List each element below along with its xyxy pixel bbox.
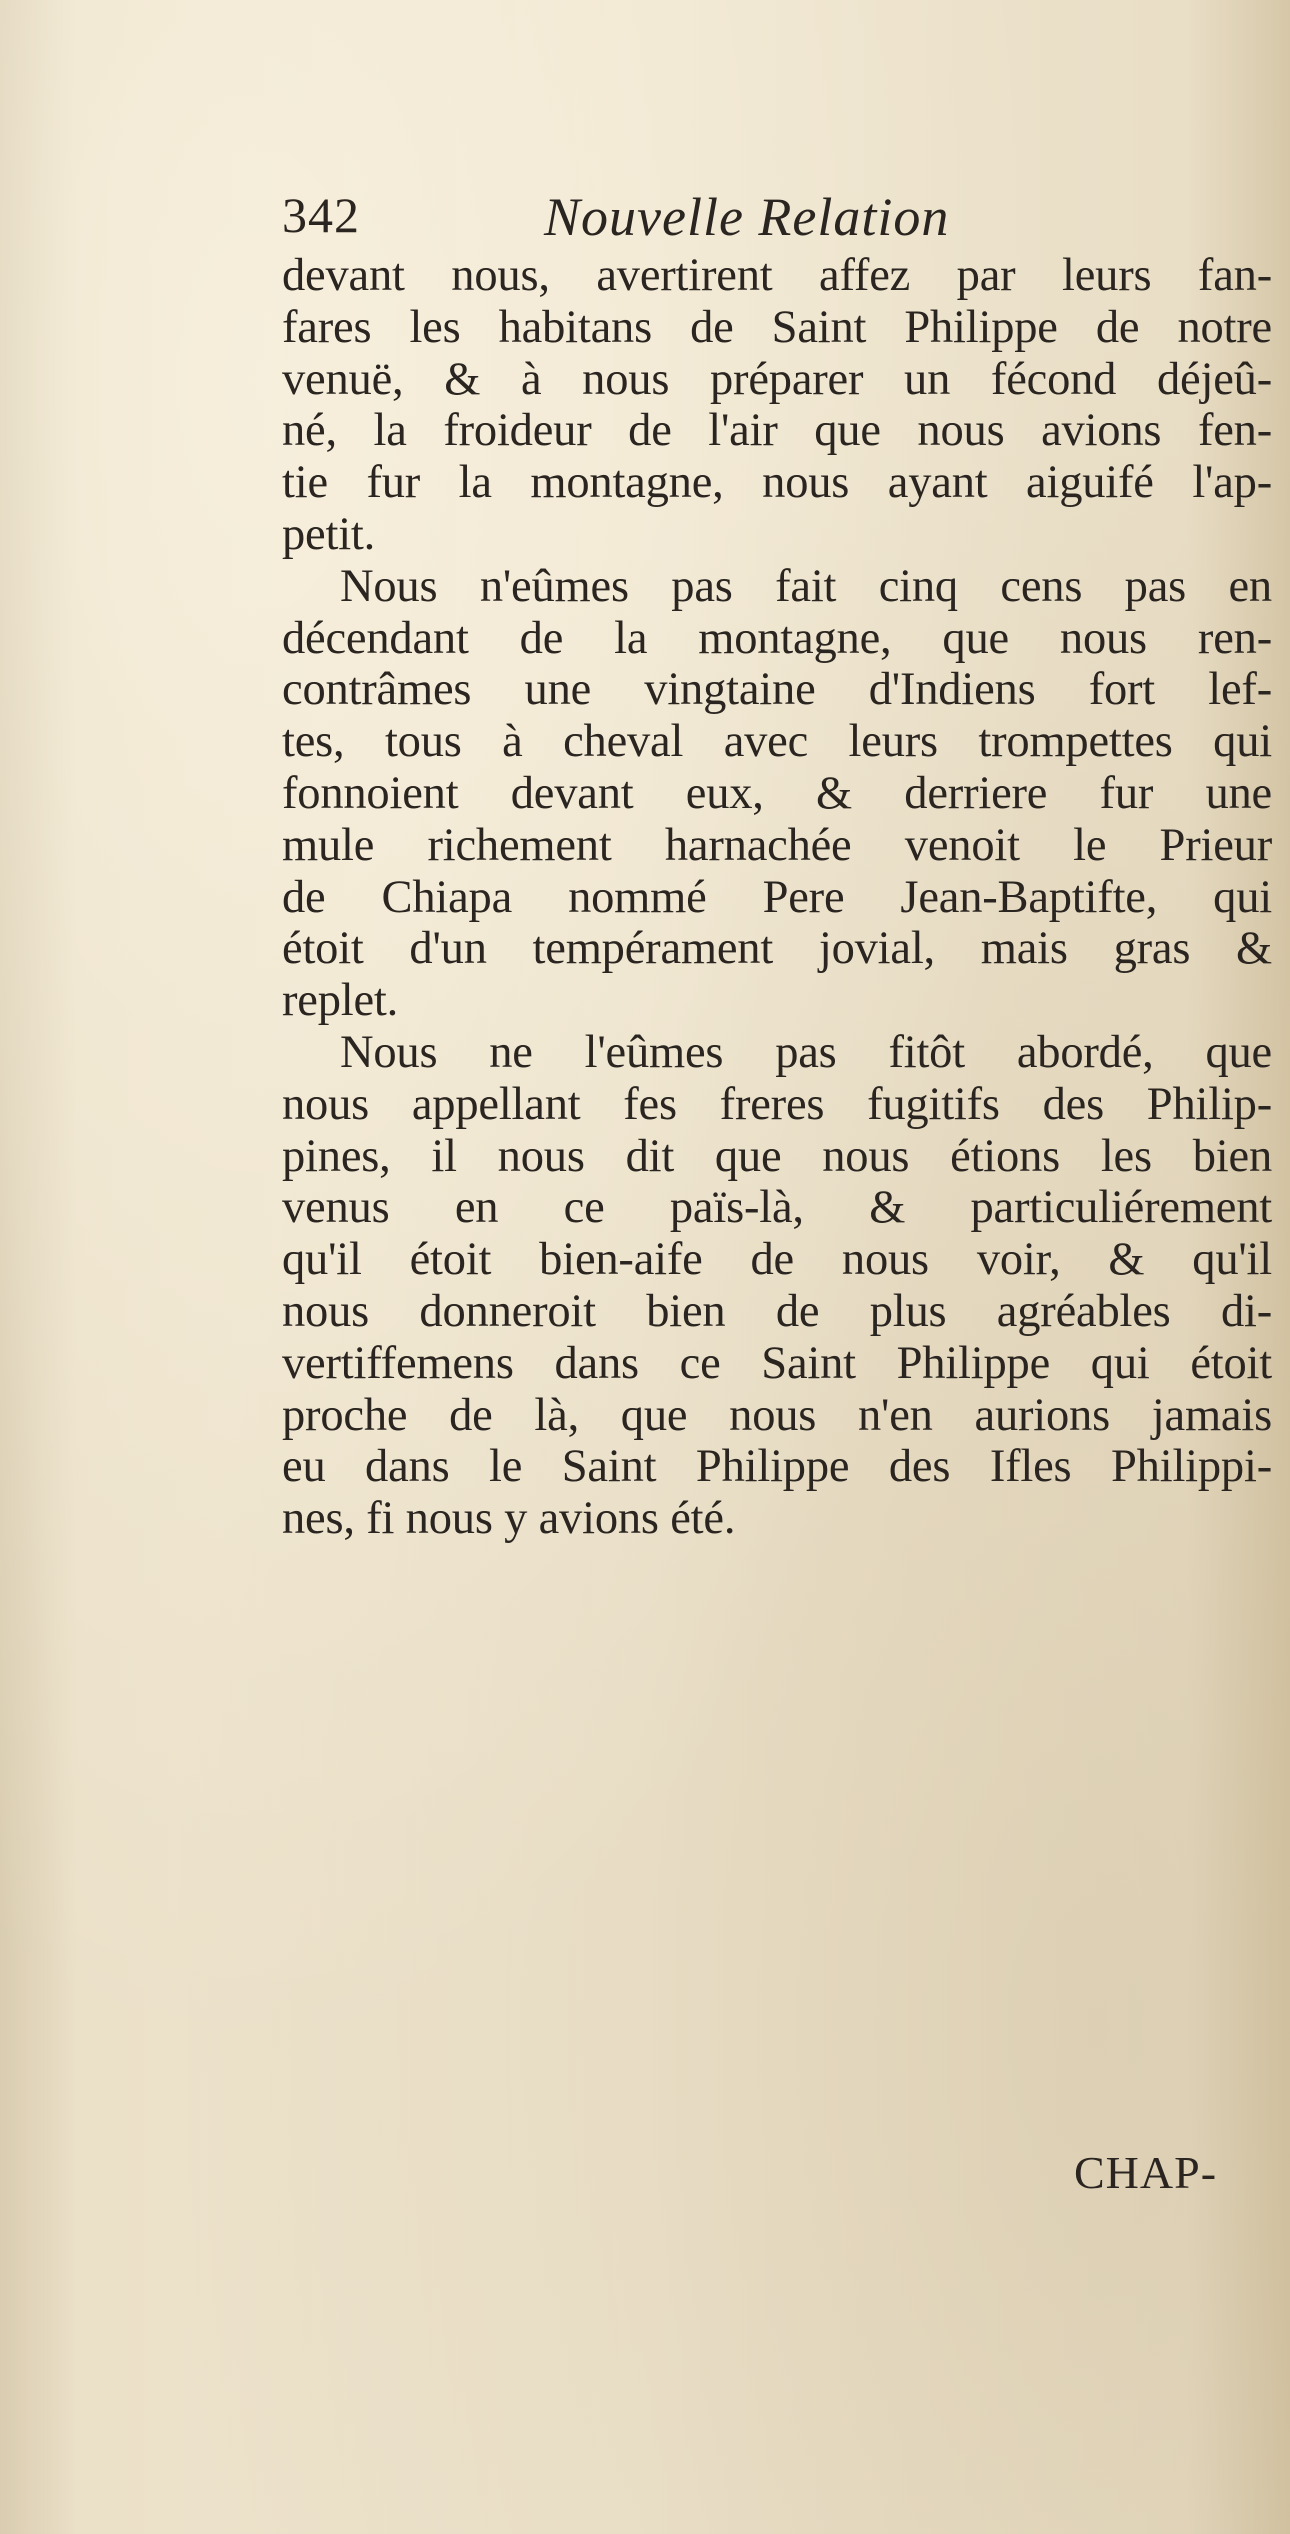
- text-line: nous appellant fes freres fugitifs des Philip-: [282, 1078, 1272, 1130]
- text-line: nes, fi nous y avions été.: [282, 1493, 736, 1545]
- text-line: petit.: [282, 508, 376, 560]
- page-header: [282, 186, 1082, 256]
- running-title: Nouvelle Relation: [544, 187, 950, 247]
- text-line: proche de là, que nous n'en aurions jamais: [282, 1389, 1272, 1441]
- text-line: de Chiapa nommé Pere Jean-Baptifte, qui: [282, 871, 1272, 923]
- page-number: 342: [282, 187, 360, 243]
- text-line: né, la froideur de l'air que nous avions fen-: [282, 405, 1272, 457]
- text-line: Nous ne l'eûmes pas fitôt abordé, que: [340, 1026, 1272, 1078]
- catchword: CHAP-: [1074, 2147, 1218, 2198]
- text-line: décendant de la montagne, que nous ren-: [282, 612, 1272, 664]
- text-line: fonnoient devant eux, & derriere fur une: [282, 767, 1272, 819]
- text-line: mule richement harnachée venoit le Prieur: [282, 819, 1272, 871]
- text-line: replet.: [282, 975, 399, 1027]
- text-line: qu'il étoit bien-aife de nous voir, & qu'il: [282, 1234, 1272, 1286]
- text-line: venus en ce païs-là, & particuliérement: [282, 1182, 1272, 1234]
- text-line: nous donneroit bien de plus agréables di-: [282, 1285, 1272, 1337]
- text-line: devant nous, avertirent affez par leurs fan-: [282, 250, 1272, 301]
- text-line: eu dans le Saint Philippe des Ifles Philippi-: [282, 1441, 1272, 1493]
- text-line: pines, il nous dit que nous étions les bien: [282, 1130, 1272, 1182]
- text-line: contrâmes une vingtaine d'Indiens fort lef-: [282, 664, 1272, 716]
- text-line: tie fur la montagne, nous ayant aiguifé l'ap-: [282, 457, 1272, 509]
- text-line: étoit d'un tempérament jovial, mais gras &: [282, 923, 1272, 975]
- text-line: fares les habitans de Saint Philippe de notre: [282, 301, 1272, 353]
- body-text: [282, 250, 1272, 1545]
- text-line: vertiffemens dans ce Saint Philippe qui étoit: [282, 1337, 1272, 1389]
- text-line: tes, tous à cheval avec leurs trompettes qui: [282, 716, 1272, 768]
- text-line: Nous n'eûmes pas fait cinq cens pas en: [340, 560, 1272, 612]
- text-line: venuë, & à nous préparer un fécond déjeû-: [282, 353, 1272, 405]
